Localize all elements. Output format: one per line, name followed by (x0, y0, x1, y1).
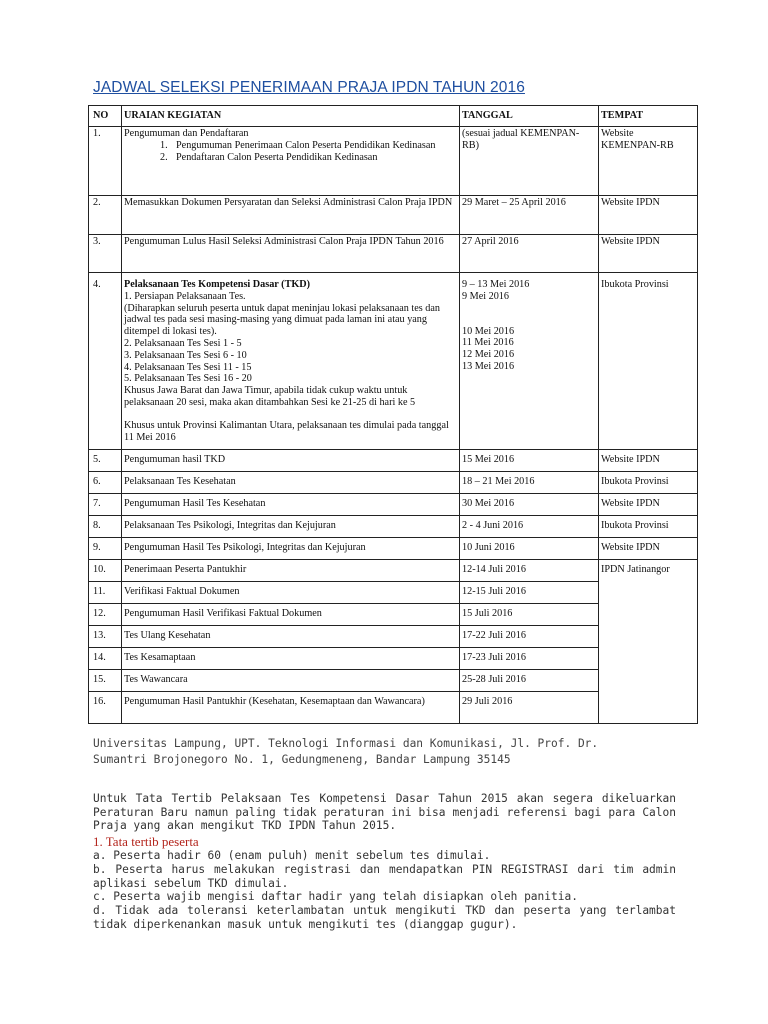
rule-item: d. Tidak ada toleransi keterlambatan untuk mengikuti TKD dan peserta yang terlambat tidak diperkenankan masuk untuk mengikuti tes (dianggap gugur). (93, 904, 676, 931)
document-title: JADWAL SELEKSI PENERIMAAN PRAJA IPDN TAHUN 2016 (93, 79, 525, 96)
row-date: 15 Juli 2016 (460, 604, 599, 626)
activity-line: 1. Persiapan Pelaksanaan Tes. (124, 290, 246, 302)
row-number: 12. (89, 604, 122, 626)
row-place: Ibukota Provinsi (599, 516, 698, 538)
activity-line: 4. Pelaksanaan Tes Sesi 11 - 15 (124, 361, 252, 373)
row-date: 12-15 Juli 2016 (460, 582, 599, 604)
row-number: 15. (89, 670, 122, 692)
date-line: 11 Mei 2016 (462, 337, 514, 349)
header-no: NO (89, 106, 122, 127)
row-place: Ibukota Provinsi (599, 273, 698, 450)
row-date (460, 273, 599, 450)
row-number: 7. (89, 494, 122, 516)
row-number: 6. (89, 472, 122, 494)
table-row (89, 494, 698, 516)
row-date: 17-23 Juli 2016 (460, 648, 599, 670)
table-row (89, 538, 698, 560)
row-number: 14. (89, 648, 122, 670)
section-title: 1. Tata tertib peserta (93, 834, 199, 849)
row-number: 2. (89, 196, 122, 235)
activity-subitem: 2. Pendaftaran Calon Peserta Pendidikan Kedinasan (160, 151, 378, 163)
row-date: (sesuai jadual KEMENPAN-RB) (460, 127, 599, 196)
header-tanggal: TANGGAL (460, 106, 599, 127)
row-activity (122, 273, 460, 450)
row-place: Website IPDN (599, 494, 698, 516)
row-number: 10. (89, 560, 122, 582)
row-place: Website IPDN (599, 235, 698, 273)
row-place: Website IPDN (599, 450, 698, 472)
row-date: 12-14 Juli 2016 (460, 560, 599, 582)
activity-line: Khusus untuk Provinsi Kalimantan Utara, pelaksanaan tes dimulai pada tanggal 11 Mei 2016 (124, 419, 449, 443)
table-row (89, 450, 698, 472)
date-line: 10 Mei 2016 (462, 325, 515, 337)
row-place: Ibukota Provinsi (599, 472, 698, 494)
row-date: 15 Mei 2016 (460, 450, 599, 472)
row-date: 18 – 21 Mei 2016 (460, 472, 599, 494)
row-activity: Pengumuman Hasil Tes Kesehatan (122, 494, 460, 516)
row-activity (122, 127, 460, 196)
date-line: 12 Mei 2016 (462, 349, 515, 361)
row-activity: Verifikasi Faktual Dokumen (122, 582, 460, 604)
table-row (89, 516, 698, 538)
footer-address-line: Universitas Lampung, UPT. Teknologi Informasi dan Komunikasi, Jl. Prof. Dr. (93, 737, 599, 750)
row-number: 3. (89, 235, 122, 273)
rule-item: c. Peserta wajib mengisi daftar hadir yang telah disiapkan oleh panitia. (93, 890, 578, 903)
row-date: 10 Juni 2016 (460, 538, 599, 560)
header-tempat: TEMPAT (599, 106, 698, 127)
activity-line: 5. Pelaksanaan Tes Sesi 16 - 20 (124, 373, 252, 385)
row-activity: Pengumuman Hasil Pantukhir (Kesehatan, Kesemaptaan dan Wawancara) (122, 692, 460, 724)
table-header-row (89, 106, 698, 127)
row-date: 29 Maret – 25 April 2016 (460, 196, 599, 235)
table-row (89, 196, 698, 235)
date-line: 9 Mei 2016 (462, 290, 509, 302)
rule-item: b. Peserta harus melakukan registrasi dan mendapatkan PIN REGISTRASI dari tim admin aplikasi sebelum TKD dimulai. (93, 863, 676, 890)
row-number: 9. (89, 538, 122, 560)
schedule-table (88, 105, 698, 724)
row-activity: Tes Wawancara (122, 670, 460, 692)
footer-address-line: Sumantri Brojonegoro No. 1, Gedungmeneng, Bandar Lampung 35145 (93, 753, 511, 766)
row-activity: Penerimaan Peserta Pantukhir (122, 560, 460, 582)
row-place: Website IPDN (599, 196, 698, 235)
row-place: IPDN Jatinangor (599, 560, 698, 724)
row-activity: Tes Ulang Kesehatan (122, 626, 460, 648)
intro-paragraph: Untuk Tata Tertib Pelaksaan Tes Kompetensi Dasar Tahun 2015 akan segera dikeluarkan Peraturan Baru namun paling tidak peraturan ini bisa menjadi referensi bagi para Calon Praja yang akan mengikut TKD IPDN Tahun 2015. (93, 792, 676, 833)
row-date: 25-28 Juli 2016 (460, 670, 599, 692)
row-date: 27 April 2016 (460, 235, 599, 273)
row-number: 13. (89, 626, 122, 648)
row-number: 4. (89, 273, 122, 450)
table-row (89, 127, 698, 196)
row-activity: Tes Kesamaptaan (122, 648, 460, 670)
date-line: 9 – 13 Mei 2016 (462, 279, 530, 290)
row-activity: Pelaksanaan Tes Kesehatan (122, 472, 460, 494)
row-date: 30 Mei 2016 (460, 494, 599, 516)
row-activity: Memasukkan Dokumen Persyaratan dan Seleksi Administrasi Calon Praja IPDN (122, 196, 460, 235)
table-row (89, 560, 698, 582)
row-activity: Pelaksanaan Tes Psikologi, Integritas dan Kejujuran (122, 516, 460, 538)
rule-item: a. Peserta hadir 60 (enam puluh) menit sebelum tes dimulai. (93, 849, 491, 862)
row-date: 2 - 4 Juni 2016 (460, 516, 599, 538)
activity-title: Pengumuman dan Pendaftaran (124, 128, 249, 139)
header-uraian: URAIAN KEGIATAN (122, 106, 460, 127)
row-number: 5. (89, 450, 122, 472)
row-number: 1. (89, 127, 122, 196)
row-date: 29 Juli 2016 (460, 692, 599, 724)
row-activity: Pengumuman hasil TKD (122, 450, 460, 472)
table-row (89, 472, 698, 494)
row-number: 8. (89, 516, 122, 538)
activity-line: Khusus Jawa Barat dan Jawa Timur, apabila tidak cukup waktu untuk pelaksanaan 20 sesi, maka akan ditambahkan Sesi ke 21-25 di hari ke 5 (124, 385, 416, 408)
table-row (89, 273, 698, 450)
table-row (89, 235, 698, 273)
row-activity: Pengumuman Hasil Verifikasi Faktual Dokumen (122, 604, 460, 626)
row-activity: Pengumuman Lulus Hasil Seleksi Administrasi Calon Praja IPDN Tahun 2016 (122, 235, 460, 273)
activity-title: Pelaksanaan Tes Kompetensi Dasar (TKD) (124, 279, 311, 290)
row-date: 17-22 Juli 2016 (460, 626, 599, 648)
date-line: 13 Mei 2016 (462, 360, 515, 372)
activity-line: (Diharapkan seluruh peserta untuk dapat meninjau lokasi pelaksanaan tes dan jadwal tes pada sesi masing-masing yang dimuat pada laman ini atau yang ditempel di lokasi tes). (124, 302, 440, 338)
activity-line: 2. Pelaksanaan Tes Sesi 1 - 5 (124, 337, 242, 349)
row-place: Website IPDN (599, 538, 698, 560)
row-place: Website KEMENPAN-RB (599, 127, 698, 196)
row-number: 16. (89, 692, 122, 724)
row-number: 11. (89, 582, 122, 604)
activity-line: 3. Pelaksanaan Tes Sesi 6 - 10 (124, 349, 247, 361)
activity-subitem: 1. Pengumuman Penerimaan Calon Peserta Pendidikan Kedinasan (160, 139, 436, 151)
row-activity: Pengumuman Hasil Tes Psikologi, Integritas dan Kejujuran (122, 538, 460, 560)
